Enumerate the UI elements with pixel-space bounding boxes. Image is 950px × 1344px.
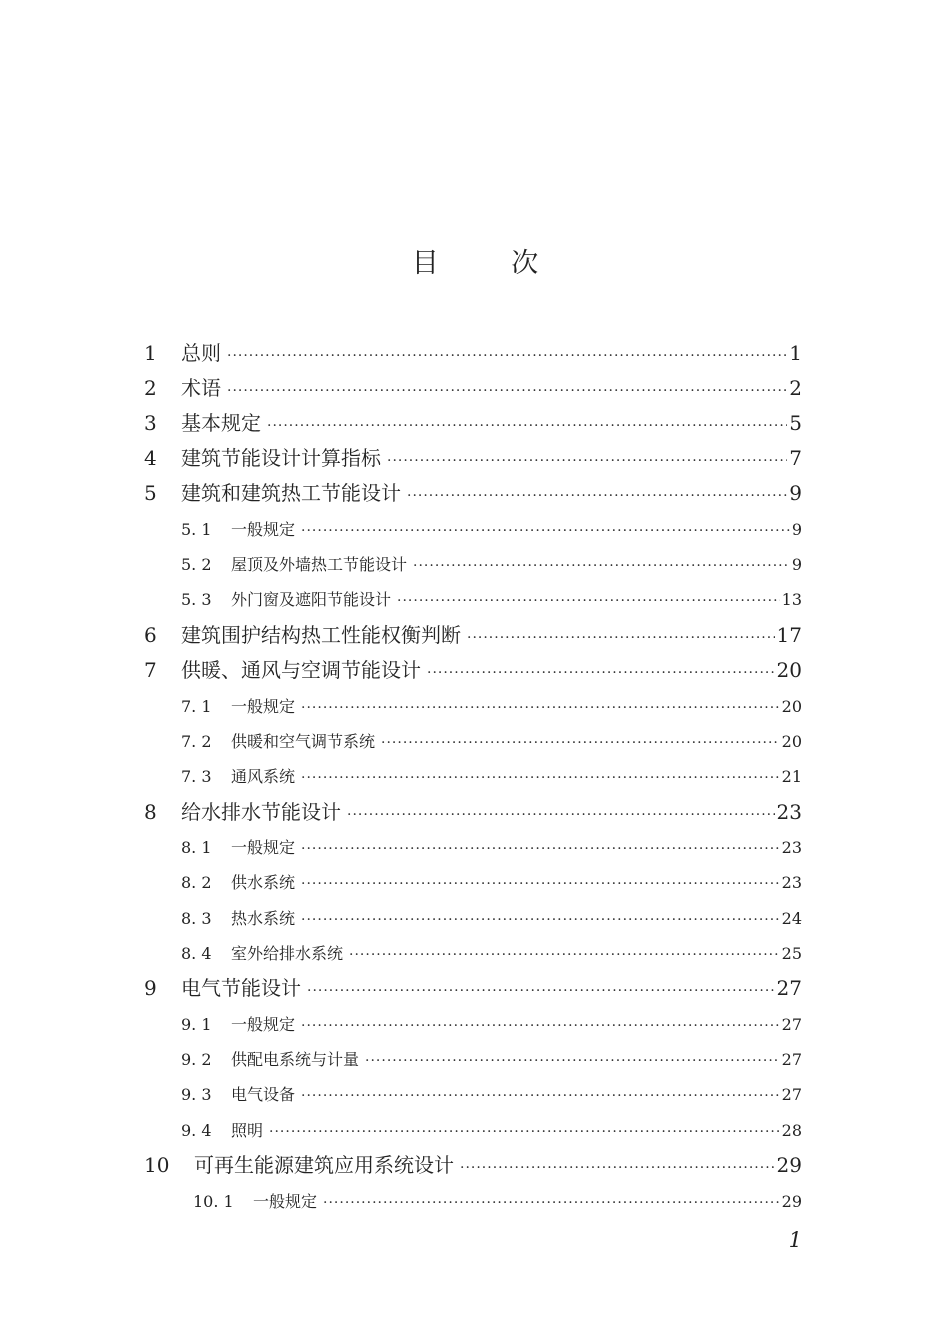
toc-leader-dots xyxy=(381,726,780,761)
page-number: 1 xyxy=(788,1228,802,1252)
toc-entry-7[interactable] xyxy=(144,653,802,688)
toc-entry-label: 建筑节能设计计算指标 xyxy=(181,446,381,470)
toc-entry-number: 8. 4 xyxy=(181,944,212,963)
toc-leader-dots xyxy=(365,1044,780,1079)
toc-entry-label: 可再生能源建筑应用系统设计 xyxy=(194,1153,454,1177)
toc-entry-label: 照明 xyxy=(231,1121,264,1140)
toc-entry-5[interactable] xyxy=(144,476,802,511)
toc-entry-page: 23 xyxy=(781,838,802,857)
toc-entry-page: 7 xyxy=(789,446,802,470)
toc-entry-label: 术语 xyxy=(181,376,221,400)
toc-leader-dots xyxy=(301,761,780,796)
toc-entry-page: 25 xyxy=(781,944,802,963)
toc-entry-page: 29 xyxy=(776,1153,802,1177)
toc-entry-page: 27 xyxy=(776,976,802,1000)
toc-entry-page: 29 xyxy=(781,1192,802,1211)
toc-entry-number: 5 xyxy=(144,481,157,505)
toc-leader-dots xyxy=(269,1115,780,1150)
toc-entry-8-2[interactable] xyxy=(181,865,802,900)
toc-entry-number: 7. 3 xyxy=(181,767,212,786)
toc-entry-label: 一般规定 xyxy=(231,838,296,857)
toc-entry-label: 建筑围护结构热工性能权衡判断 xyxy=(181,623,461,647)
toc-entry-label: 供配电系统与计量 xyxy=(231,1050,360,1069)
toc-entry-label: 建筑和建筑热工节能设计 xyxy=(181,481,401,505)
toc-entry-7-2[interactable] xyxy=(181,724,802,759)
toc-entry-2[interactable] xyxy=(144,371,802,406)
toc-entry-number: 2 xyxy=(144,376,157,400)
toc-entry-number: 3 xyxy=(144,411,157,435)
toc-entry-page: 2 xyxy=(789,376,802,400)
toc-entry-page: 21 xyxy=(781,767,802,786)
toc-leader-dots xyxy=(301,691,780,726)
toc-entry-number: 10. 1 xyxy=(193,1192,234,1211)
toc-entry-number: 10 xyxy=(144,1153,170,1177)
toc-leader-dots xyxy=(413,549,790,584)
toc-entry-number: 8. 3 xyxy=(181,909,212,928)
toc-entry-9-1[interactable] xyxy=(181,1007,802,1042)
toc-entry-5-2[interactable] xyxy=(181,547,802,582)
toc-entry-number: 9. 1 xyxy=(181,1015,212,1034)
toc-entry-page: 20 xyxy=(776,658,802,682)
toc-entry-7-3[interactable] xyxy=(181,759,802,794)
toc-entry-3[interactable] xyxy=(144,406,802,441)
toc-entry-number: 5. 1 xyxy=(181,520,212,539)
toc-entry-8-4[interactable] xyxy=(181,936,802,971)
toc-entry-number: 8 xyxy=(144,800,157,824)
toc-leader-dots xyxy=(301,1079,780,1114)
toc-entry-label: 通风系统 xyxy=(231,767,296,786)
toc-entry-page: 23 xyxy=(781,873,802,892)
toc-entry-number: 5. 2 xyxy=(181,555,212,574)
toc-entry-page: 27 xyxy=(781,1015,802,1034)
toc-entry-label: 热水系统 xyxy=(231,909,296,928)
toc-entry-label: 电气设备 xyxy=(231,1085,296,1104)
toc-entry-10[interactable] xyxy=(144,1148,802,1183)
toc-entry-6[interactable] xyxy=(144,618,802,653)
toc-entry-number: 7 xyxy=(144,658,157,682)
toc-entry-page: 9 xyxy=(789,481,802,505)
toc-entry-page: 24 xyxy=(781,909,802,928)
toc-entry-page: 20 xyxy=(781,732,802,751)
toc-leader-dots xyxy=(301,867,780,902)
toc-leader-dots xyxy=(227,339,787,374)
toc-entry-5-3[interactable] xyxy=(181,582,802,617)
toc-leader-dots xyxy=(349,938,780,973)
toc-leader-dots xyxy=(301,903,780,938)
toc-entry-9[interactable] xyxy=(144,971,802,1006)
toc-entry-8-3[interactable] xyxy=(181,901,802,936)
toc-entry-number: 7. 2 xyxy=(181,732,212,751)
toc-entry-7-1[interactable] xyxy=(181,689,802,724)
toc-entry-label: 供暖、通风与空调节能设计 xyxy=(181,658,421,682)
toc-entry-9-2[interactable] xyxy=(181,1042,802,1077)
toc-leader-dots xyxy=(301,832,780,867)
toc-title: 目 次 xyxy=(411,248,571,279)
toc-entry-page: 20 xyxy=(781,697,802,716)
toc-entry-number: 9. 3 xyxy=(181,1085,212,1104)
toc-leader-dots xyxy=(323,1186,780,1221)
toc-entry-page: 23 xyxy=(776,800,802,824)
toc-entry-number: 9. 2 xyxy=(181,1050,212,1069)
toc-entry-page: 17 xyxy=(776,623,802,647)
toc-leader-dots xyxy=(347,798,775,833)
toc-entry-1[interactable] xyxy=(144,336,802,371)
toc-entry-number: 1 xyxy=(144,341,157,365)
toc-entry-number: 8. 1 xyxy=(181,838,212,857)
toc-leader-dots xyxy=(387,444,787,479)
toc-entry-page: 28 xyxy=(781,1121,802,1140)
toc-leader-dots xyxy=(397,584,780,619)
toc-entry-label: 基本规定 xyxy=(181,411,261,435)
toc-entry-page: 5 xyxy=(789,411,802,435)
toc-entry-label: 总则 xyxy=(181,341,221,365)
toc-leader-dots xyxy=(307,974,775,1009)
toc-entry-8-1[interactable] xyxy=(181,830,802,865)
toc-entry-label: 供水系统 xyxy=(231,873,296,892)
toc-leader-dots xyxy=(301,514,790,549)
toc-entry-label: 一般规定 xyxy=(231,520,296,539)
toc-entry-page: 27 xyxy=(781,1085,802,1104)
toc-leader-dots xyxy=(460,1151,775,1186)
toc-entry-4[interactable] xyxy=(144,441,802,476)
toc-entry-label: 室外给排水系统 xyxy=(231,944,344,963)
toc-entry-number: 4 xyxy=(144,446,157,470)
toc-leader-dots xyxy=(427,656,775,691)
toc-entry-number: 5. 3 xyxy=(181,590,212,609)
toc-entry-label: 供暖和空气调节系统 xyxy=(231,732,376,751)
toc-entry-label: 屋顶及外墙热工节能设计 xyxy=(231,555,408,574)
toc-entry-9-4[interactable] xyxy=(181,1113,802,1148)
toc-entry-9-3[interactable] xyxy=(181,1077,802,1112)
toc-entry-page: 13 xyxy=(781,590,802,609)
toc-entry-number: 6 xyxy=(144,623,157,647)
toc-entry-number: 8. 2 xyxy=(181,873,212,892)
toc-entry-8[interactable] xyxy=(144,795,802,830)
toc-leader-dots xyxy=(301,1009,780,1044)
toc-entry-label: 电气节能设计 xyxy=(181,976,301,1000)
toc-entry-label: 一般规定 xyxy=(253,1192,318,1211)
toc-entry-label: 外门窗及遮阳节能设计 xyxy=(231,590,392,609)
toc-entry-10-1[interactable] xyxy=(193,1184,802,1219)
toc-leader-dots xyxy=(267,409,787,444)
toc-entry-page: 1 xyxy=(789,341,802,365)
toc-leader-dots xyxy=(407,479,787,514)
toc-entry-number: 9. 4 xyxy=(181,1121,212,1140)
toc-entry-page: 9 xyxy=(791,555,802,574)
toc-leader-dots xyxy=(227,374,787,409)
toc-entry-label: 一般规定 xyxy=(231,697,296,716)
toc-entry-5-1[interactable] xyxy=(181,512,802,547)
toc-entry-number: 7. 1 xyxy=(181,697,212,716)
toc-leader-dots xyxy=(467,621,775,656)
toc-entry-page: 27 xyxy=(781,1050,802,1069)
toc-entry-label: 给水排水节能设计 xyxy=(181,800,341,824)
toc-entry-label: 一般规定 xyxy=(231,1015,296,1034)
toc-entry-page: 9 xyxy=(791,520,802,539)
toc-entry-number: 9 xyxy=(144,976,157,1000)
